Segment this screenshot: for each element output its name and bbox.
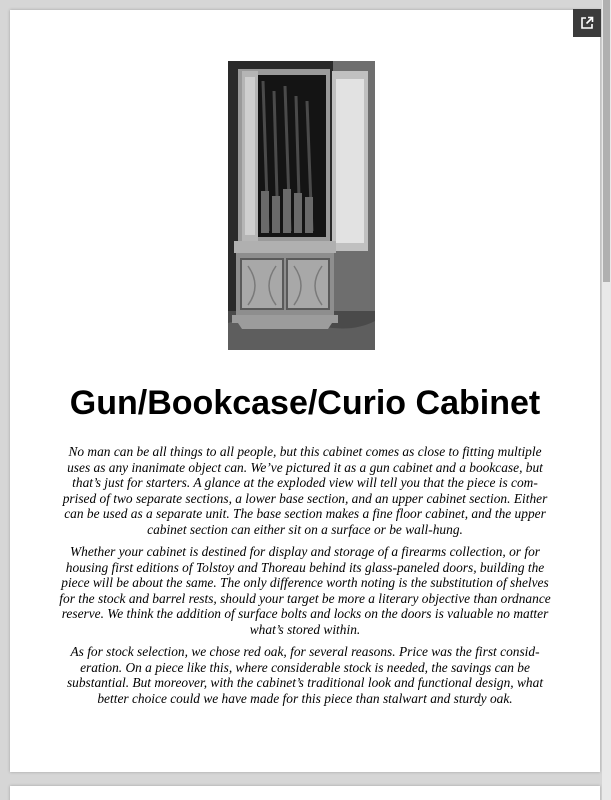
page-title: Gun/Bookcase/Curio Cabinet [69,384,541,422]
paragraph-1: No man can be all things to all people, but this cabinet comes as close to fitting multiple uses as any inanimate object can. We’ve pictured it as a gun cabinet and a bookcase, but that’s just for starters. A glance at the exploded view will tell you that the piece is com-prised of two separate sections, a lower base section, and an upper cabinet section. Either can be used as a separate unit. The base section makes a fine floor cabinet, and the upper cabinet section can either sit on a surface or be wall-hung. [62,444,548,537]
paragraph-2: Whether your cabinet is destined for display and storage of a firearms collection, or for housing first editions of Tolstoy and Thoreau behind its glass-paneled doors, building the piece will be about the same. The only difference worth noting is the substitution of shelves for the stock and barrel rests, should your target be more a literary objective than ordnance reserve. We think the addition of surface bolts and locks on the doors is valuable no matter what’s stored within. [59,544,551,637]
body-text [58,444,552,713]
scrollbar[interactable] [602,0,611,800]
paragraph-3: As for stock selection, we chose red oak, for several reasons. Price was the first consid-eration. On a piece like this, where considerable stock is needed, the savings can be substantial. But moreover, with the cabinet’s traditional look and functional design, what better choice could we have made for this piece than stalwart and sturdy oak. [66,644,544,706]
next-page [10,786,600,800]
scrollbar-thumb[interactable] [603,0,610,282]
document-page [10,10,600,772]
cabinet-photo [228,61,375,350]
open-in-new-icon[interactable] [573,9,601,37]
